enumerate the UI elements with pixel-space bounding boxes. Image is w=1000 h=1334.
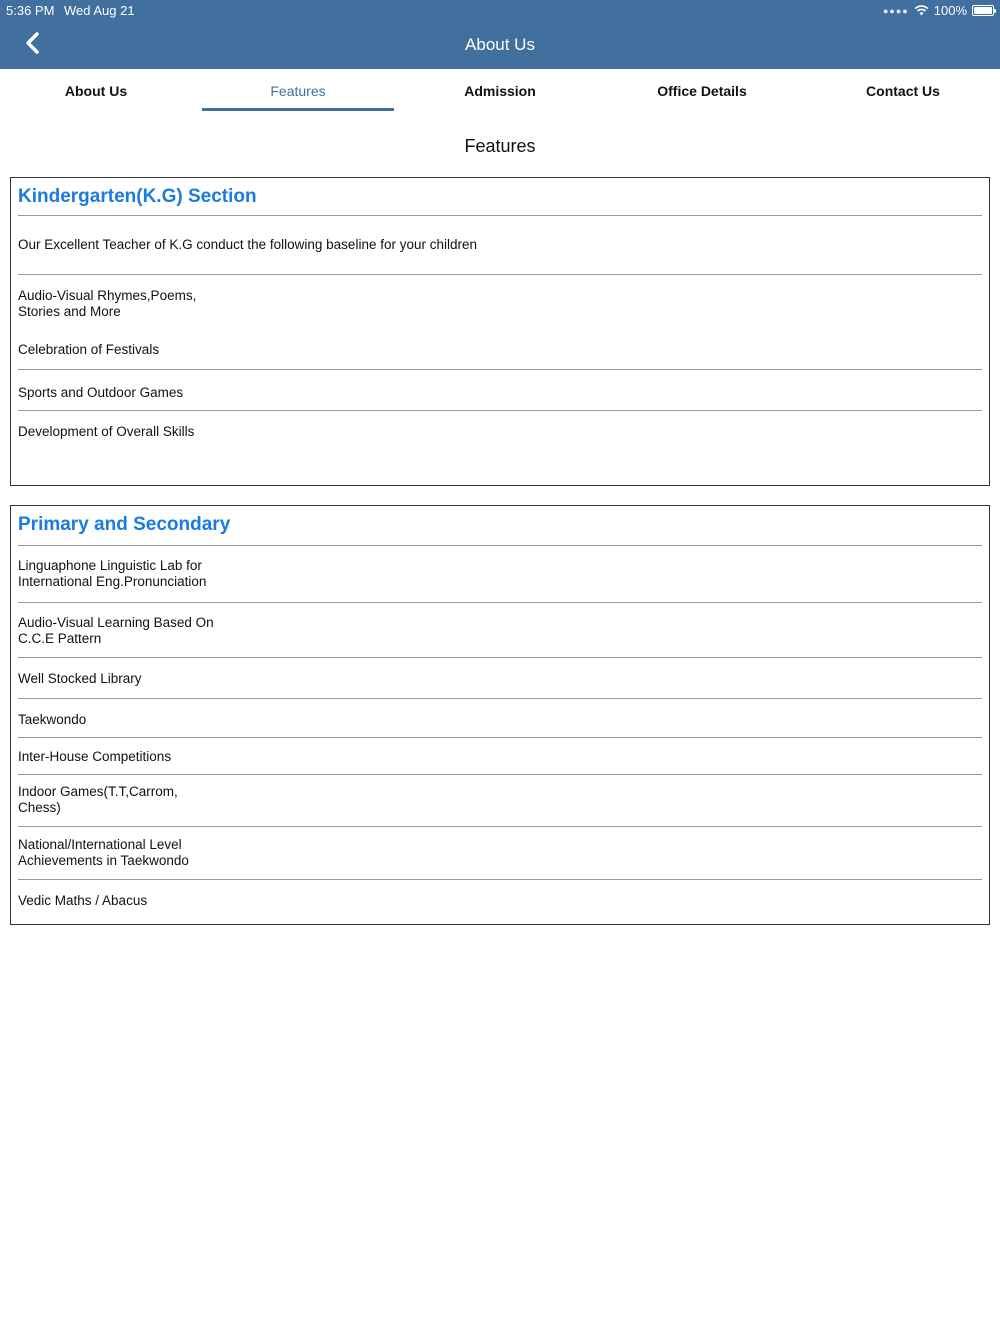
list-item: Inter-House Competitions — [18, 749, 172, 764]
divider — [18, 274, 982, 275]
divider — [18, 657, 982, 658]
list-item: Celebration of Festivals — [18, 342, 160, 357]
tab-bar — [0, 69, 1000, 113]
tab-office-details[interactable]: Office Details — [657, 83, 747, 99]
divider — [18, 826, 982, 827]
list-item: Sports and Outdoor Games — [18, 385, 184, 400]
battery-percent: 100% — [933, 3, 967, 18]
kg-intro-text: Our Excellent Teacher of K.G conduct the following baseline for your children — [18, 237, 477, 252]
list-item: Audio-Visual Rhymes,Poems, Stories and More — [18, 288, 197, 319]
list-item: Indoor Games(T.T,Carrom, Chess) — [18, 784, 178, 815]
divider — [18, 879, 982, 880]
divider — [18, 737, 982, 738]
tab-about-us[interactable]: About Us — [64, 83, 128, 99]
list-item: Taekwondo — [18, 712, 87, 727]
list-item: Vedic Maths / Abacus — [18, 893, 148, 908]
status-date: Wed Aug 21 — [64, 3, 135, 18]
status-right — [883, 3, 994, 18]
divider — [18, 410, 982, 411]
tab-features[interactable]: Features — [270, 83, 326, 99]
active-tab-indicator — [202, 108, 394, 111]
tab-admission[interactable]: Admission — [464, 83, 536, 99]
battery-icon — [972, 5, 994, 16]
list-item: Well Stocked Library — [18, 671, 142, 686]
status-time: 5:36 PM — [6, 3, 55, 18]
divider — [18, 698, 982, 699]
nav-title: About Us — [465, 35, 535, 54]
primary-section-title: Primary and Secondary — [18, 514, 231, 535]
page-title: Features — [464, 136, 536, 156]
list-item: National/International Level Achievements in Taekwondo — [18, 837, 189, 868]
signal-icon: ●●●● — [883, 5, 909, 16]
divider — [18, 215, 982, 216]
divider — [18, 774, 982, 775]
nav-bar — [0, 0, 1000, 69]
kg-section-title: Kindergarten(K.G) Section — [18, 186, 257, 207]
tab-contact-us[interactable]: Contact Us — [866, 83, 940, 99]
list-item: Development of Overall Skills — [18, 424, 195, 439]
kg-section-card — [10, 177, 990, 486]
divider — [18, 602, 982, 603]
primary-section-card — [10, 505, 990, 925]
divider — [18, 369, 982, 370]
list-item: Audio-Visual Learning Based On C.C.E Pattern — [18, 615, 214, 646]
divider — [18, 545, 982, 546]
wifi-icon — [914, 5, 929, 16]
list-item: Linguaphone Linguistic Lab for International Eng.Pronunciation — [18, 558, 207, 589]
